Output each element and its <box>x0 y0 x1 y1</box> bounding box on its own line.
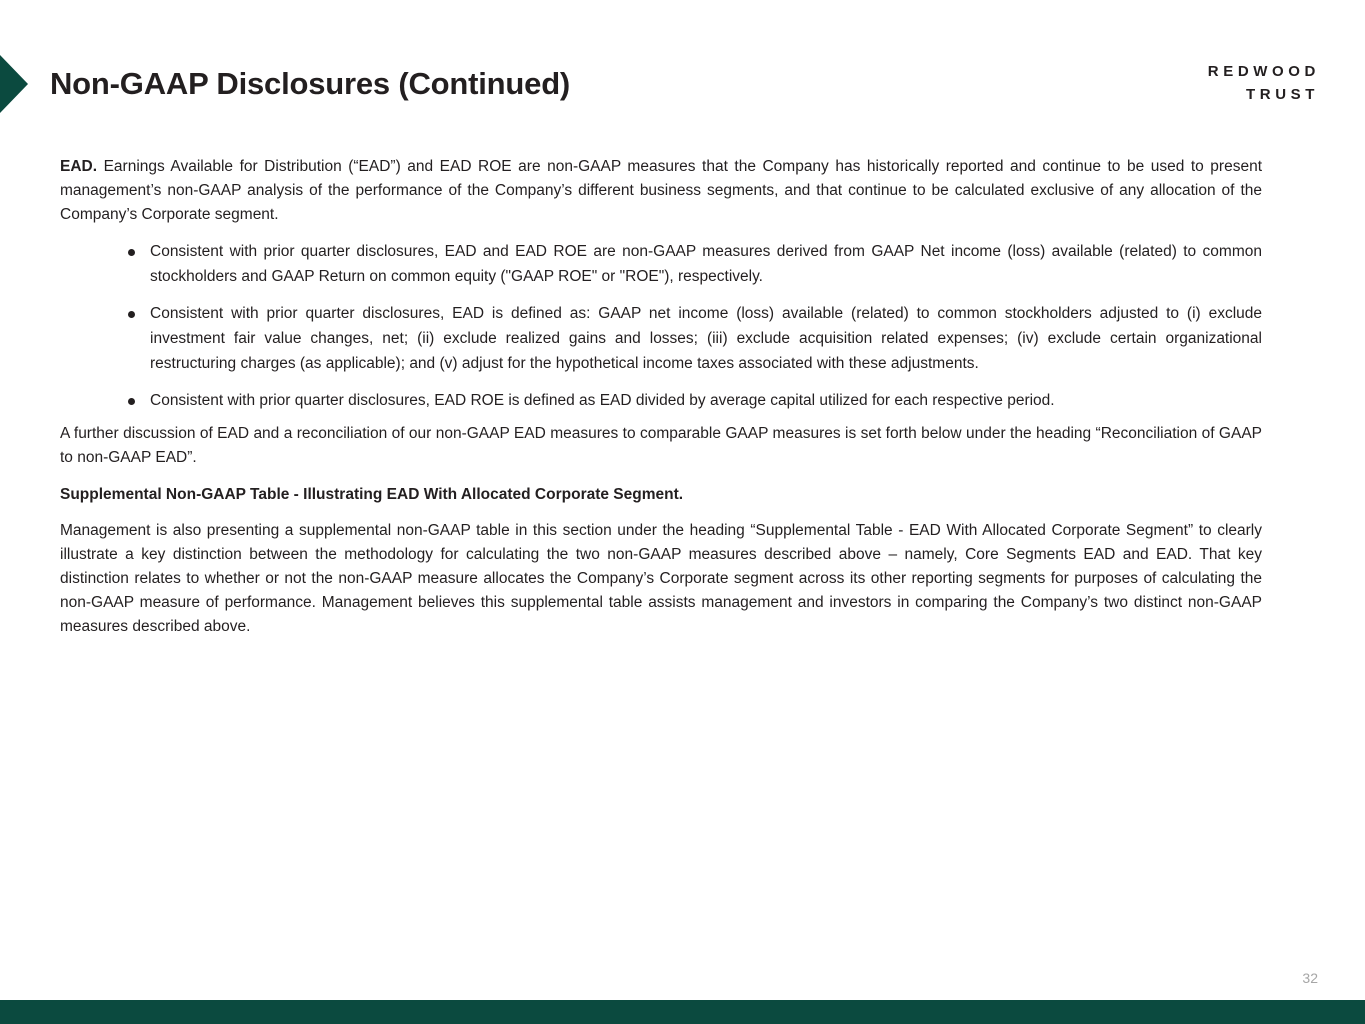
bullet-dot-icon <box>128 398 135 405</box>
further-discussion-paragraph: A further discussion of EAD and a reconciliation of our non-GAAP EAD measures to comparable GAAP measures is set forth below under the heading “Reconciliation of GAAP to non-GAAP EAD”. <box>60 425 1262 466</box>
supplemental-body-paragraph: Management is also presenting a supplemental non-GAAP table in this section under the heading “Supplemental Table - EAD With Allocated Corporate Segment” to clearly illustrate a key distinction between the methodology for calculating the two non-GAAP measures described above – namely, Core Segments EAD and EAD. That key distinction relates to whether or not the non-GAAP measure allocates the Company’s Corporate segment across its other reporting segments for purposes of calculating the non-GAAP measure of performance. Management believes this supplemental table assists management and investors in comparing the Company’s two distinct non-GAAP measures described above. <box>60 522 1262 635</box>
logo-line-trust: TRUST <box>1246 86 1319 103</box>
bullet-dot-icon <box>128 249 135 256</box>
logo-line-redwood: REDWOOD <box>1207 63 1320 80</box>
intro-lead-label: EAD. <box>60 158 98 175</box>
company-logo <box>1208 60 1320 106</box>
list-item-text: Consistent with prior quarter disclosures, EAD is defined as: GAAP net income (loss) available (related) to common stockholders adjusted to (i) exclude investment fair value changes, net; (ii) exclude realized gains and losses; (iii) exclude acquisition related expenses; (iv) exclude certain organizational restructuring charges (as applicable); and (v) adjust for the hypothetical income taxes associated with these adjustments. <box>150 305 1262 372</box>
slide-header <box>0 46 1365 122</box>
intro-paragraph <box>60 155 1262 227</box>
list-item <box>128 388 1262 413</box>
list-item-text: Consistent with prior quarter disclosures, EAD and EAD ROE are non-GAAP measures derived from GAAP Net income (loss) available (related) to common stockholders and GAAP Return on common equity ("GAAP ROE" or "ROE"), respectively. <box>150 243 1262 285</box>
supplemental-heading: Supplemental Non-GAAP Table - Illustrating EAD With Allocated Corporate Segment. <box>60 486 684 503</box>
footer-bar <box>0 1000 1365 1024</box>
page-title: Non-GAAP Disclosures (Continued) <box>50 66 571 101</box>
list-item <box>128 301 1262 376</box>
intro-paragraph-text: Earnings Available for Distribution (“EAD”) and EAD ROE are non-GAAP measures that the Company has historically reported and continue to be used to present management’s non-GAAP analysis of the performance of the Company’s different business segments, and that continue to be calculated exclusive of any allocation of the Company’s Corporate segment. <box>60 158 1262 223</box>
triangle-arrow-icon <box>0 55 28 113</box>
list-item <box>128 239 1262 289</box>
slide-body <box>60 155 1262 651</box>
bullet-list <box>60 239 1262 413</box>
page-number: 32 <box>1302 970 1318 986</box>
list-item-text: Consistent with prior quarter disclosures, EAD ROE is defined as EAD divided by average capital utilized for each respective period. <box>150 392 1055 409</box>
bullet-dot-icon <box>128 311 135 318</box>
